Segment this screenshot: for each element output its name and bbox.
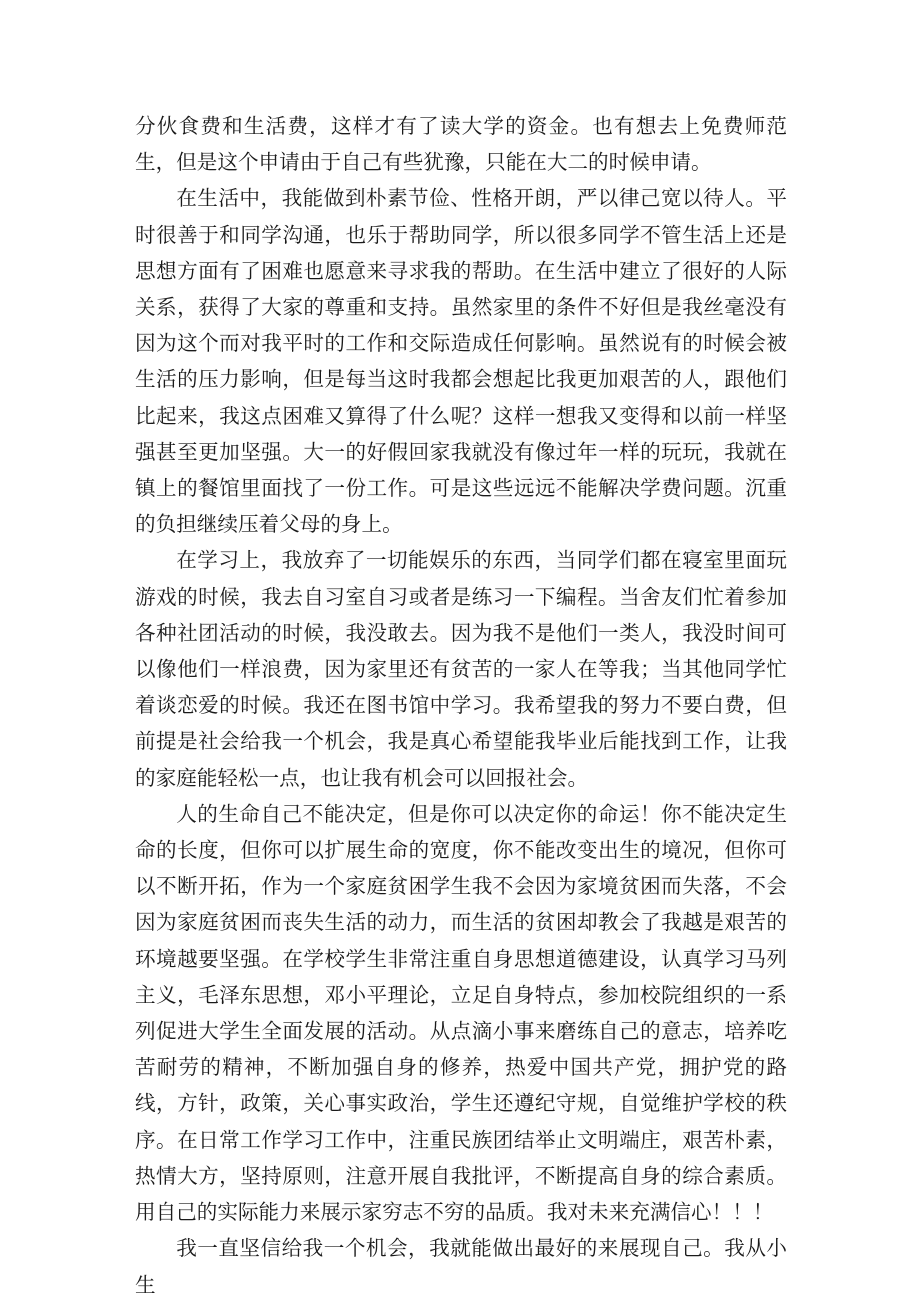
paragraph-3: 在学习上，我放弃了一切能娱乐的东西，当同学们都在寝室里面玩游戏的时候，我去自习室自习或者是练习一下编程。当舍友们忙着参加各种社团活动的时候，我没敢去。因为我不是他们一类人，我没时间可以像他们一样浪费，因为家里还有贫苦的一家人在等我；当其他同学忙着谈恋爱的时候。我还在图书馆中学习。我希望我的努力不要白费，但前提是社会给我一个机会，我是真心希望能我毕业后能找到工作，让我的家庭能轻松一点，也让我有机会可以回报社会。 bbox=[135, 548, 787, 790]
document-body bbox=[135, 108, 787, 1303]
paragraph-1: 分伙食费和生活费，这样才有了读大学的资金。也有想去上免费师范生，但是这个申请由于自己有些犹豫，只能在大二的时候申请。 bbox=[135, 114, 787, 175]
paragraph-2: 在生活中，我能做到朴素节俭、性格开朗，严以律己宽以待人。平时很善于和同学沟通，也乐于帮助同学，所以很多同学不管生活上还是思想方面有了困难也愿意来寻求我的帮助。在生活中建立了很好的人际关系，获得了大家的尊重和支持。虽然家里的条件不好但是我丝毫没有因为这个而对我平时的工作和交际造成任何影响。虽然说有的时候会被生活的压力影响，但是每当这时我都会想起比我更加艰苦的人，跟他们比起来，我这点困难又算得了什么呢？这样一想我又变得和以前一样坚强甚至更加坚强。大一的好假回家我就没有像过年一样的玩玩，我就在镇上的餐馆里面找了一份工作。可是这些远远不能解决学费问题。沉重的负担继续压着父母的身上。 bbox=[135, 186, 787, 537]
paragraph-5: 我一直坚信给我一个机会，我就能做出最好的来展现自己。我从小生 bbox=[135, 1236, 787, 1297]
paragraph-4: 人的生命自己不能决定，但是你可以决定你的命运！你不能决定生命的长度，但你可以扩展生命的宽度，你不能改变出生的境况，但你可以不断开拓，作为一个家庭贫困学生我不会因为家境贫困而失落，不会因为家庭贫困而丧失生活的动力，而生活的贫困却教会了我越是艰苦的环境越要坚强。在学校学生非常注重自身思想道德建设，认真学习马列主义，毛泽东思想，邓小平理论，立足自身特点，参加校院组织的一系列促进大学生全面发展的活动。从点滴小事来磨练自己的意志，培养吃苦耐劳的精神，不断加强自身的修养，热爱中国共产党，拥护党的路线，方针，政策，关心事实政治，学生还遵纪守规，自觉维护学校的秩序。在日常工作学习工作中，注重民族团结举止文明端庄，艰苦朴素，热情大方，坚持原则，注意开展自我批评，不断提高自身的综合素质。用自己的实际能力来展示家穷志不穷的品质。我对未来充满信心！！！ bbox=[135, 801, 787, 1225]
